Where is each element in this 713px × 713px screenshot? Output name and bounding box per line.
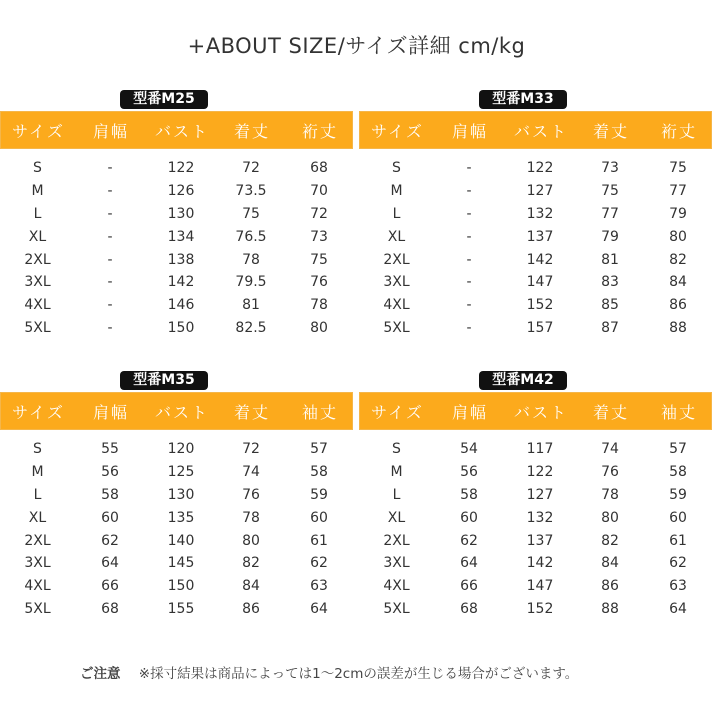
column-header: 袖丈 xyxy=(301,402,338,422)
table-cell: 147 xyxy=(526,274,554,291)
table-cell: 140 xyxy=(167,532,195,549)
table-cell: 3XL xyxy=(24,555,51,572)
table-cell: XL xyxy=(387,509,406,526)
table-row xyxy=(0,317,353,340)
table-row xyxy=(0,294,353,317)
table-body xyxy=(359,438,712,620)
table-cell: 78 xyxy=(242,509,260,526)
table-cell: 80 xyxy=(669,228,687,245)
table-cell: - xyxy=(107,319,113,336)
table-cell: 73 xyxy=(310,228,328,245)
column-header: 肩幅 xyxy=(92,402,129,422)
column-header: 着丈 xyxy=(592,402,629,422)
table-row xyxy=(0,157,353,180)
table-cell: 79 xyxy=(669,205,687,222)
table-cell: 142 xyxy=(526,251,554,268)
column-header: バスト xyxy=(154,402,209,422)
model-label: 型番M35 xyxy=(120,371,208,390)
table-row xyxy=(0,506,353,529)
column-header: 裄丈 xyxy=(301,121,338,141)
table-row xyxy=(359,461,712,484)
table-cell: M xyxy=(390,464,403,481)
table-row xyxy=(359,552,712,575)
table-row xyxy=(359,180,712,203)
table-cell: 137 xyxy=(526,228,554,245)
table-cell: 127 xyxy=(526,486,554,503)
table-cell: 78 xyxy=(310,297,328,314)
column-header: 裄丈 xyxy=(660,121,697,141)
table-cell: 75 xyxy=(601,183,619,200)
table-row xyxy=(0,438,353,461)
table-cell: - xyxy=(466,205,472,222)
table-cell: - xyxy=(466,228,472,245)
table-row xyxy=(0,180,353,203)
table-cell: 66 xyxy=(101,578,119,595)
table-cell: 86 xyxy=(601,578,619,595)
table-cell: 81 xyxy=(601,251,619,268)
table-cell: 4XL xyxy=(24,297,51,314)
column-header: バスト xyxy=(154,121,209,141)
table-cell: 62 xyxy=(669,555,687,572)
table-cell: 135 xyxy=(167,509,195,526)
table-cell: L xyxy=(33,486,42,503)
table-cell: - xyxy=(107,251,113,268)
table-row xyxy=(0,598,353,621)
table-row xyxy=(0,225,353,248)
column-header: サイズ xyxy=(12,402,65,422)
table-row xyxy=(0,552,353,575)
table-cell: L xyxy=(392,205,401,222)
table-cell: 88 xyxy=(601,600,619,617)
table-cell: 68 xyxy=(460,600,478,617)
table-header xyxy=(0,111,353,149)
table-cell: 60 xyxy=(310,509,328,526)
table-cell: 130 xyxy=(167,486,195,503)
table-cell: 4XL xyxy=(383,578,410,595)
table-cell: L xyxy=(33,205,42,222)
table-cell: 82.5 xyxy=(235,319,267,336)
table-cell: 82 xyxy=(242,555,260,572)
table-row xyxy=(359,157,712,180)
table-cell: 73.5 xyxy=(235,183,267,200)
table-body xyxy=(359,157,712,339)
table-cell: 4XL xyxy=(383,297,410,314)
table-cell: 77 xyxy=(601,205,619,222)
model-label: 型番M25 xyxy=(120,90,208,109)
table-cell: - xyxy=(466,183,472,200)
table-cell: 78 xyxy=(242,251,260,268)
table-row xyxy=(0,484,353,507)
table-cell: 76 xyxy=(242,486,260,503)
table-cell: 62 xyxy=(460,532,478,549)
column-header: 袖丈 xyxy=(660,402,697,422)
note-text: ※採寸結果は商品によっては1～2cmの誤差が生じる場合がございます。 xyxy=(138,666,579,682)
table-cell: 4XL xyxy=(24,578,51,595)
table-cell: 76 xyxy=(601,464,619,481)
table-cell: 59 xyxy=(669,486,687,503)
table-cell: 132 xyxy=(526,205,554,222)
table-row xyxy=(359,317,712,340)
table-cell: 76 xyxy=(310,274,328,291)
table-cell: 3XL xyxy=(383,555,410,572)
table-row xyxy=(359,248,712,271)
table-cell: 86 xyxy=(242,600,260,617)
table-cell: - xyxy=(107,160,113,177)
table-cell: 150 xyxy=(167,578,195,595)
table-row xyxy=(0,575,353,598)
table-cell: 5XL xyxy=(24,600,51,617)
table-row xyxy=(359,271,712,294)
table-cell: 84 xyxy=(669,274,687,291)
column-header: 着丈 xyxy=(592,121,629,141)
table-cell: 60 xyxy=(101,509,119,526)
table-cell: 84 xyxy=(242,578,260,595)
table-cell: 3XL xyxy=(383,274,410,291)
table-cell: 63 xyxy=(310,578,328,595)
table-cell: - xyxy=(107,297,113,314)
table-cell: 127 xyxy=(526,183,554,200)
table-cell: 56 xyxy=(101,464,119,481)
table-header xyxy=(359,392,712,430)
table-cell: 57 xyxy=(310,441,328,458)
column-header: 肩幅 xyxy=(451,402,488,422)
column-header: 肩幅 xyxy=(451,121,488,141)
table-cell: 58 xyxy=(101,486,119,503)
table-cell: 145 xyxy=(167,555,195,572)
table-cell: 60 xyxy=(669,509,687,526)
column-header: 着丈 xyxy=(233,121,270,141)
table-cell: 142 xyxy=(526,555,554,572)
table-row xyxy=(359,438,712,461)
table-cell: 147 xyxy=(526,578,554,595)
table-cell: 5XL xyxy=(24,319,51,336)
table-cell: 155 xyxy=(167,600,195,617)
table-cell: - xyxy=(466,251,472,268)
table-cell: 58 xyxy=(310,464,328,481)
table-cell: 66 xyxy=(460,578,478,595)
column-header: 着丈 xyxy=(233,402,270,422)
table-cell: S xyxy=(33,160,42,177)
table-row xyxy=(0,248,353,271)
table-cell: S xyxy=(392,160,401,177)
table-cell: 61 xyxy=(669,532,687,549)
table-cell: 80 xyxy=(601,509,619,526)
table-cell: - xyxy=(466,160,472,177)
table-cell: - xyxy=(466,297,472,314)
table-row xyxy=(359,598,712,621)
table-cell: 72 xyxy=(310,205,328,222)
table-cell: 80 xyxy=(310,319,328,336)
table-body xyxy=(0,157,353,339)
table-cell: 80 xyxy=(242,532,260,549)
table-cell: 86 xyxy=(669,297,687,314)
table-row xyxy=(359,203,712,226)
table-cell: 5XL xyxy=(383,600,410,617)
table-cell: 150 xyxy=(167,319,195,336)
table-row xyxy=(359,294,712,317)
table-cell: 75 xyxy=(669,160,687,177)
table-cell: XL xyxy=(28,509,47,526)
table-cell: 54 xyxy=(460,441,478,458)
table-cell: - xyxy=(466,274,472,291)
table-cell: 75 xyxy=(242,205,260,222)
table-row xyxy=(359,225,712,248)
table-cell: 64 xyxy=(310,600,328,617)
page-title: +ABOUT SIZE/サイズ詳細 cm/kg xyxy=(187,34,526,58)
table-cell: - xyxy=(466,319,472,336)
column-header: 肩幅 xyxy=(92,121,129,141)
table-row xyxy=(359,484,712,507)
table-cell: - xyxy=(107,183,113,200)
table-cell: 68 xyxy=(310,160,328,177)
table-header xyxy=(0,392,353,430)
table-cell: - xyxy=(107,205,113,222)
table-cell: 79 xyxy=(601,228,619,245)
table-cell: 56 xyxy=(460,464,478,481)
table-cell: M xyxy=(31,464,44,481)
column-header: サイズ xyxy=(371,121,424,141)
table-cell: M xyxy=(390,183,403,200)
table-cell: 157 xyxy=(526,319,554,336)
table-cell: 138 xyxy=(167,251,195,268)
table-cell: - xyxy=(107,274,113,291)
table-cell: 58 xyxy=(460,486,478,503)
table-cell: 134 xyxy=(167,228,195,245)
table-cell: 78 xyxy=(601,486,619,503)
table-cell: 3XL xyxy=(24,274,51,291)
note-label: ご注意 xyxy=(80,666,121,682)
table-cell: 2XL xyxy=(383,532,410,549)
table-cell: XL xyxy=(387,228,406,245)
table-cell: 117 xyxy=(526,441,554,458)
table-cell: S xyxy=(392,441,401,458)
table-cell: L xyxy=(392,486,401,503)
column-header: バスト xyxy=(513,121,568,141)
table-cell: 85 xyxy=(601,297,619,314)
table-cell: 64 xyxy=(669,600,687,617)
table-cell: 64 xyxy=(101,555,119,572)
table-cell: 126 xyxy=(167,183,195,200)
table-cell: 2XL xyxy=(24,251,51,268)
table-cell: 122 xyxy=(167,160,195,177)
table-cell: 87 xyxy=(601,319,619,336)
table-cell: 74 xyxy=(242,464,260,481)
table-cell: - xyxy=(107,228,113,245)
table-cell: 58 xyxy=(669,464,687,481)
table-cell: 142 xyxy=(167,274,195,291)
table-row xyxy=(359,506,712,529)
table-cell: M xyxy=(31,183,44,200)
table-cell: 62 xyxy=(101,532,119,549)
table-cell: 79.5 xyxy=(235,274,267,291)
table-cell: 152 xyxy=(526,600,554,617)
table-cell: 55 xyxy=(101,441,119,458)
table-row xyxy=(359,575,712,598)
table-header xyxy=(359,111,712,149)
table-cell: 72 xyxy=(242,160,260,177)
table-cell: 59 xyxy=(310,486,328,503)
table-cell: 76.5 xyxy=(235,228,267,245)
table-cell: 75 xyxy=(310,251,328,268)
table-cell: 62 xyxy=(310,555,328,572)
table-cell: 61 xyxy=(310,532,328,549)
table-cell: 72 xyxy=(242,441,260,458)
table-row xyxy=(0,461,353,484)
table-cell: 82 xyxy=(601,532,619,549)
table-cell: 146 xyxy=(167,297,195,314)
table-cell: 132 xyxy=(526,509,554,526)
table-cell: 137 xyxy=(526,532,554,549)
column-header: サイズ xyxy=(12,121,65,141)
table-cell: 77 xyxy=(669,183,687,200)
model-label: 型番M33 xyxy=(479,90,567,109)
table-cell: 68 xyxy=(101,600,119,617)
footnote xyxy=(80,662,578,682)
table-cell: S xyxy=(33,441,42,458)
model-label: 型番M42 xyxy=(479,371,567,390)
table-cell: 2XL xyxy=(24,532,51,549)
table-cell: 125 xyxy=(167,464,195,481)
table-row xyxy=(0,271,353,294)
column-header: サイズ xyxy=(371,402,424,422)
table-row xyxy=(0,203,353,226)
table-cell: 82 xyxy=(669,251,687,268)
table-body xyxy=(0,438,353,620)
table-cell: 64 xyxy=(460,555,478,572)
table-cell: 83 xyxy=(601,274,619,291)
table-cell: 84 xyxy=(601,555,619,572)
table-cell: 70 xyxy=(310,183,328,200)
table-cell: 152 xyxy=(526,297,554,314)
table-cell: 81 xyxy=(242,297,260,314)
table-cell: 73 xyxy=(601,160,619,177)
table-cell: 88 xyxy=(669,319,687,336)
table-cell: 74 xyxy=(601,441,619,458)
table-cell: 130 xyxy=(167,205,195,222)
table-cell: 5XL xyxy=(383,319,410,336)
table-cell: 122 xyxy=(526,160,554,177)
table-cell: XL xyxy=(28,228,47,245)
table-cell: 120 xyxy=(167,441,195,458)
table-cell: 122 xyxy=(526,464,554,481)
table-cell: 2XL xyxy=(383,251,410,268)
table-row xyxy=(359,529,712,552)
table-cell: 63 xyxy=(669,578,687,595)
column-header: バスト xyxy=(513,402,568,422)
table-cell: 60 xyxy=(460,509,478,526)
table-cell: 57 xyxy=(669,441,687,458)
table-row xyxy=(0,529,353,552)
